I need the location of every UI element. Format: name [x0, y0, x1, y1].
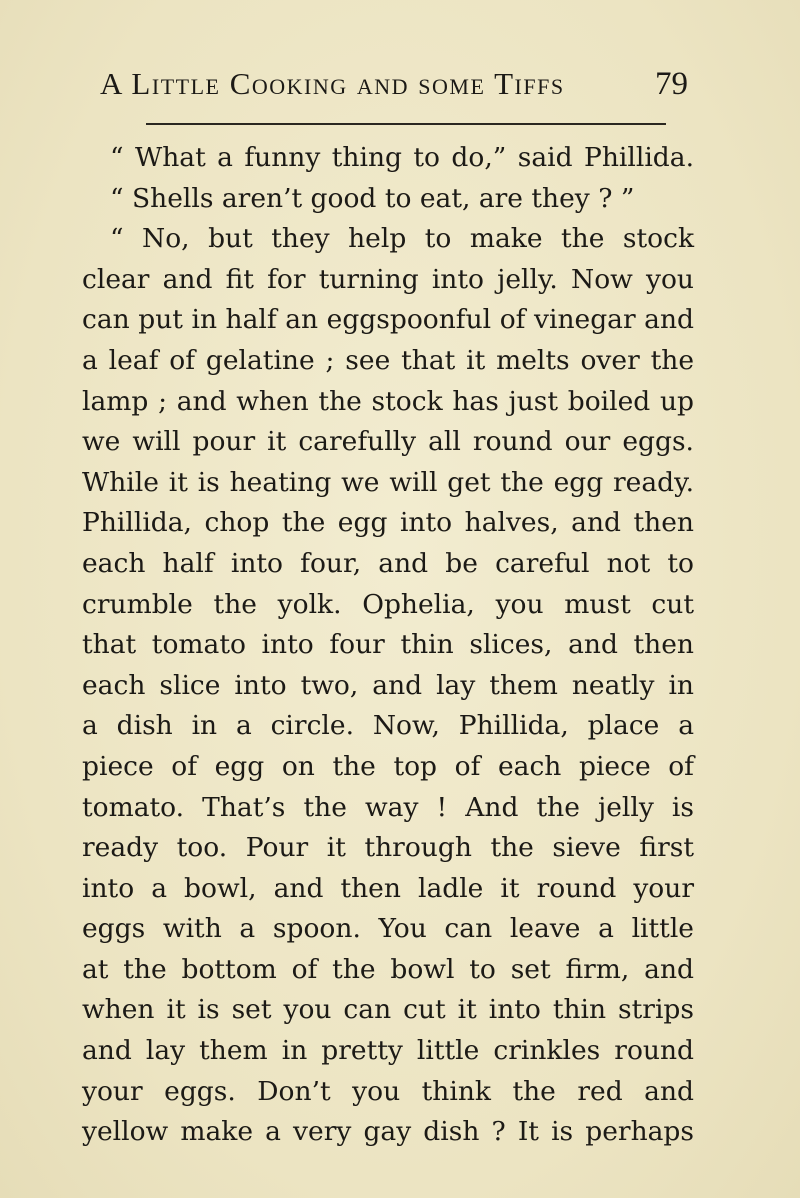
text-line: “ Shells aren’t good to eat, are they ? ” [110, 182, 635, 214]
header-rule [146, 123, 666, 125]
text-line: your eggs. Don’t you think the red and [82, 1075, 694, 1107]
text-line: that tomato into four thin slices, and then [82, 629, 694, 661]
text-line: each slice into two, and lay them neatly in [82, 669, 694, 701]
text-line: “ What a funny thing to do,” said Phillida. [110, 142, 694, 173]
text-line: While it is heating we will get the egg ready. [82, 466, 694, 498]
text-line: tomato. That’s the way ! And the jelly is [82, 791, 694, 823]
page-number: 79 [655, 66, 688, 102]
text-line: at the bottom of the bowl to set firm, and [82, 953, 694, 985]
text-line: yellow make a very gay dish ? It is perhaps [82, 1116, 694, 1148]
text-line: crumble the yolk. Ophelia, you must cut [82, 588, 694, 620]
text-line: each half into four, and be careful not to [82, 547, 694, 579]
text-line: can put in half an eggspoonful of vinegar and [82, 304, 694, 336]
text-line: and lay them in pretty little crinkles round [82, 1035, 694, 1067]
text-line: eggs with a spoon. You can leave a little [82, 913, 694, 945]
text-line: a leaf of gelatine ; see that it melts over the [82, 344, 694, 376]
text-line: we will pour it carefully all round our eggs. [82, 426, 694, 458]
text-line: “ No, but they help to make the stock [110, 223, 694, 255]
text-line: ready too. Pour it through the sieve first [82, 832, 694, 864]
text-line: lamp ; and when the stock has just boiled up [82, 385, 694, 417]
running-head: A Little Cooking and some Tiffs [100, 66, 565, 101]
text-line: when it is set you can cut it into thin strips [82, 994, 694, 1026]
text-line: Phillida, chop the egg into halves, and then [82, 507, 694, 539]
text-line: piece of egg on the top of each piece of [82, 750, 694, 782]
body-text [82, 138, 694, 1153]
text-line: a dish in a circle. Now, Phillida, place a [82, 710, 694, 742]
text-line: clear and fit for turning into jelly. Now you [82, 263, 694, 295]
page-header [100, 66, 688, 106]
text-line: into a bowl, and then ladle it round your [82, 872, 694, 904]
